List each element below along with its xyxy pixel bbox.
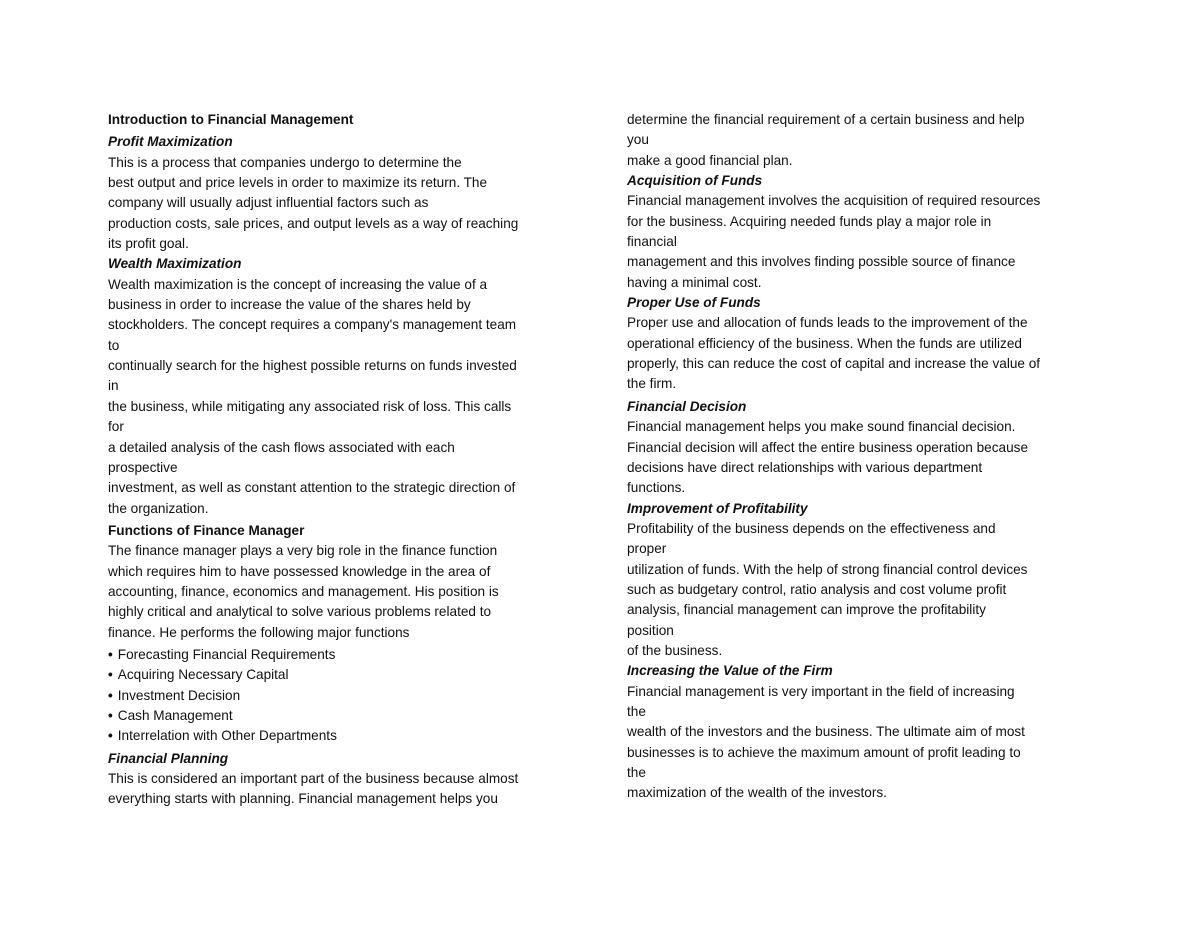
text-line: Proper use and allocation of funds leads to the improvement of the xyxy=(627,315,1028,331)
text-line: a detailed analysis of the cash flows associated with each xyxy=(108,439,455,455)
text-line: Financial management is very important in the field of increasing xyxy=(627,683,1015,699)
text-line: investment, as well as constant attention to the strategic direction of xyxy=(108,480,516,496)
paragraph-wealth-maximization xyxy=(108,275,578,519)
text-line: determine the financial requirement of a certain business and help xyxy=(627,112,1025,127)
text-line: production costs, sale prices, and output levels as a way of reaching xyxy=(108,215,519,231)
text-line: Profitability of the business depends on the effectiveness and xyxy=(627,520,996,536)
text-line: Financial management helps you make sound financial decision. xyxy=(627,419,1016,435)
text-line: wealth of the investors and the business. The ultimate aim of most xyxy=(627,724,1025,740)
text-line: company will usually adjust influential factors such as xyxy=(108,195,429,211)
bullet-item: • Forecasting Financial Requirements xyxy=(108,645,578,665)
heading-acquisition-of-funds: Acquisition of Funds xyxy=(627,173,763,189)
right-column xyxy=(627,110,1097,804)
text-line: prospective xyxy=(108,459,178,475)
text-line: analysis, financial management can improve the profitability xyxy=(627,602,986,618)
heading-wealth-maximization: Wealth Maximization xyxy=(108,256,242,272)
heading-functions-of-finance-manager: Functions of Finance Manager xyxy=(108,522,305,538)
text-line: position xyxy=(627,622,674,638)
paragraph-financial-planning-continued xyxy=(627,110,1097,171)
text-line: having a minimal cost. xyxy=(627,274,762,290)
heading-profit-maximization: Profit Maximization xyxy=(108,134,233,150)
text-line: highly critical and analytical to solve various problems related to xyxy=(108,604,492,620)
document-title: Introduction to Financial Management xyxy=(108,112,354,127)
text-line: operational efficiency of the business. When the funds are utilized xyxy=(627,335,1022,351)
text-line: management and this involves finding possible source of finance xyxy=(627,254,1016,270)
text-line: continually search for the highest possible returns on funds invested xyxy=(108,358,517,374)
text-line: everything starts with planning. Financial management helps you xyxy=(108,791,498,807)
text-line: Financial management involves the acquisition of required resources xyxy=(627,193,1041,209)
bullet-item: • Investment Decision xyxy=(108,686,578,706)
bullet-item: • Acquiring Necessary Capital xyxy=(108,665,578,685)
text-line: you xyxy=(627,132,649,148)
text-line: This is a process that companies undergo to determine the xyxy=(108,154,462,170)
text-line: best output and price levels in order to maximize its return. The xyxy=(108,175,488,191)
text-line: the organization. xyxy=(108,500,209,516)
text-line: accounting, finance, economics and management. His position is xyxy=(108,583,499,599)
paragraph-increasing-value-of-firm xyxy=(627,682,1097,804)
text-line: for the business. Acquiring needed funds play a major role in xyxy=(627,213,992,229)
text-line: businesses is to achieve the maximum amount of profit leading to xyxy=(627,744,1021,760)
text-line: business in order to increase the value of the shares held by xyxy=(108,297,471,313)
paragraph-profit-maximization xyxy=(108,153,578,255)
heading-financial-decision: Financial Decision xyxy=(627,398,747,414)
text-line: the firm. xyxy=(627,376,677,392)
text-line: decisions have direct relationships with various department xyxy=(627,459,983,475)
text-line: finance. He performs the following major functions xyxy=(108,624,410,640)
heading-proper-use-of-funds: Proper Use of Funds xyxy=(627,295,761,311)
text-line: Wealth maximization is the concept of increasing the value of a xyxy=(108,276,488,292)
text-line: which requires him to have possessed knowledge in the area of xyxy=(108,563,491,579)
text-line: properly, this can reduce the cost of capital and increase the value of xyxy=(627,356,1041,372)
text-line: to xyxy=(108,337,120,353)
heading-improvement-of-profitability: Improvement of Profitability xyxy=(627,500,808,516)
paragraph-financial-planning xyxy=(108,769,578,810)
text-line: proper xyxy=(627,541,667,557)
heading-financial-planning: Financial Planning xyxy=(108,750,229,766)
text-line: Financial decision will affect the entire business operation because xyxy=(627,439,1029,455)
heading-increasing-value-of-firm: Increasing the Value of the Firm xyxy=(627,663,833,679)
paragraph-financial-decision xyxy=(627,417,1097,498)
text-line: functions. xyxy=(627,480,686,496)
bullet-item: • Cash Management xyxy=(108,706,578,726)
left-column xyxy=(108,110,578,810)
text-line: financial xyxy=(627,234,677,250)
text-line: utilization of funds. With the help of strong financial control devices xyxy=(627,561,1028,577)
paragraph-improvement-of-profitability xyxy=(627,519,1097,661)
text-line: in xyxy=(108,378,119,394)
text-line: its profit goal. xyxy=(108,236,189,252)
text-line: make a good financial plan. xyxy=(627,152,793,168)
text-line: for xyxy=(108,419,124,435)
text-line: maximization of the wealth of the investors. xyxy=(627,785,887,801)
paragraph-functions xyxy=(108,541,578,643)
text-line: such as budgetary control, ratio analysis and cost volume profit xyxy=(627,581,1007,597)
bullet-item: • Interrelation with Other Departments xyxy=(108,726,578,746)
text-line: the business, while mitigating any associated risk of loss. This calls xyxy=(108,398,512,414)
paragraph-acquisition-of-funds xyxy=(627,191,1097,293)
text-line: the xyxy=(627,703,646,719)
paragraph-proper-use-of-funds xyxy=(627,313,1097,394)
functions-bullet-list xyxy=(108,645,578,747)
text-line: The finance manager plays a very big role in the finance function xyxy=(108,543,498,559)
text-line: of the business. xyxy=(627,642,723,658)
text-line: stockholders. The concept requires a company's management team xyxy=(108,317,517,333)
text-line: the xyxy=(627,765,646,780)
text-line: This is considered an important part of the business because almost xyxy=(108,771,519,786)
